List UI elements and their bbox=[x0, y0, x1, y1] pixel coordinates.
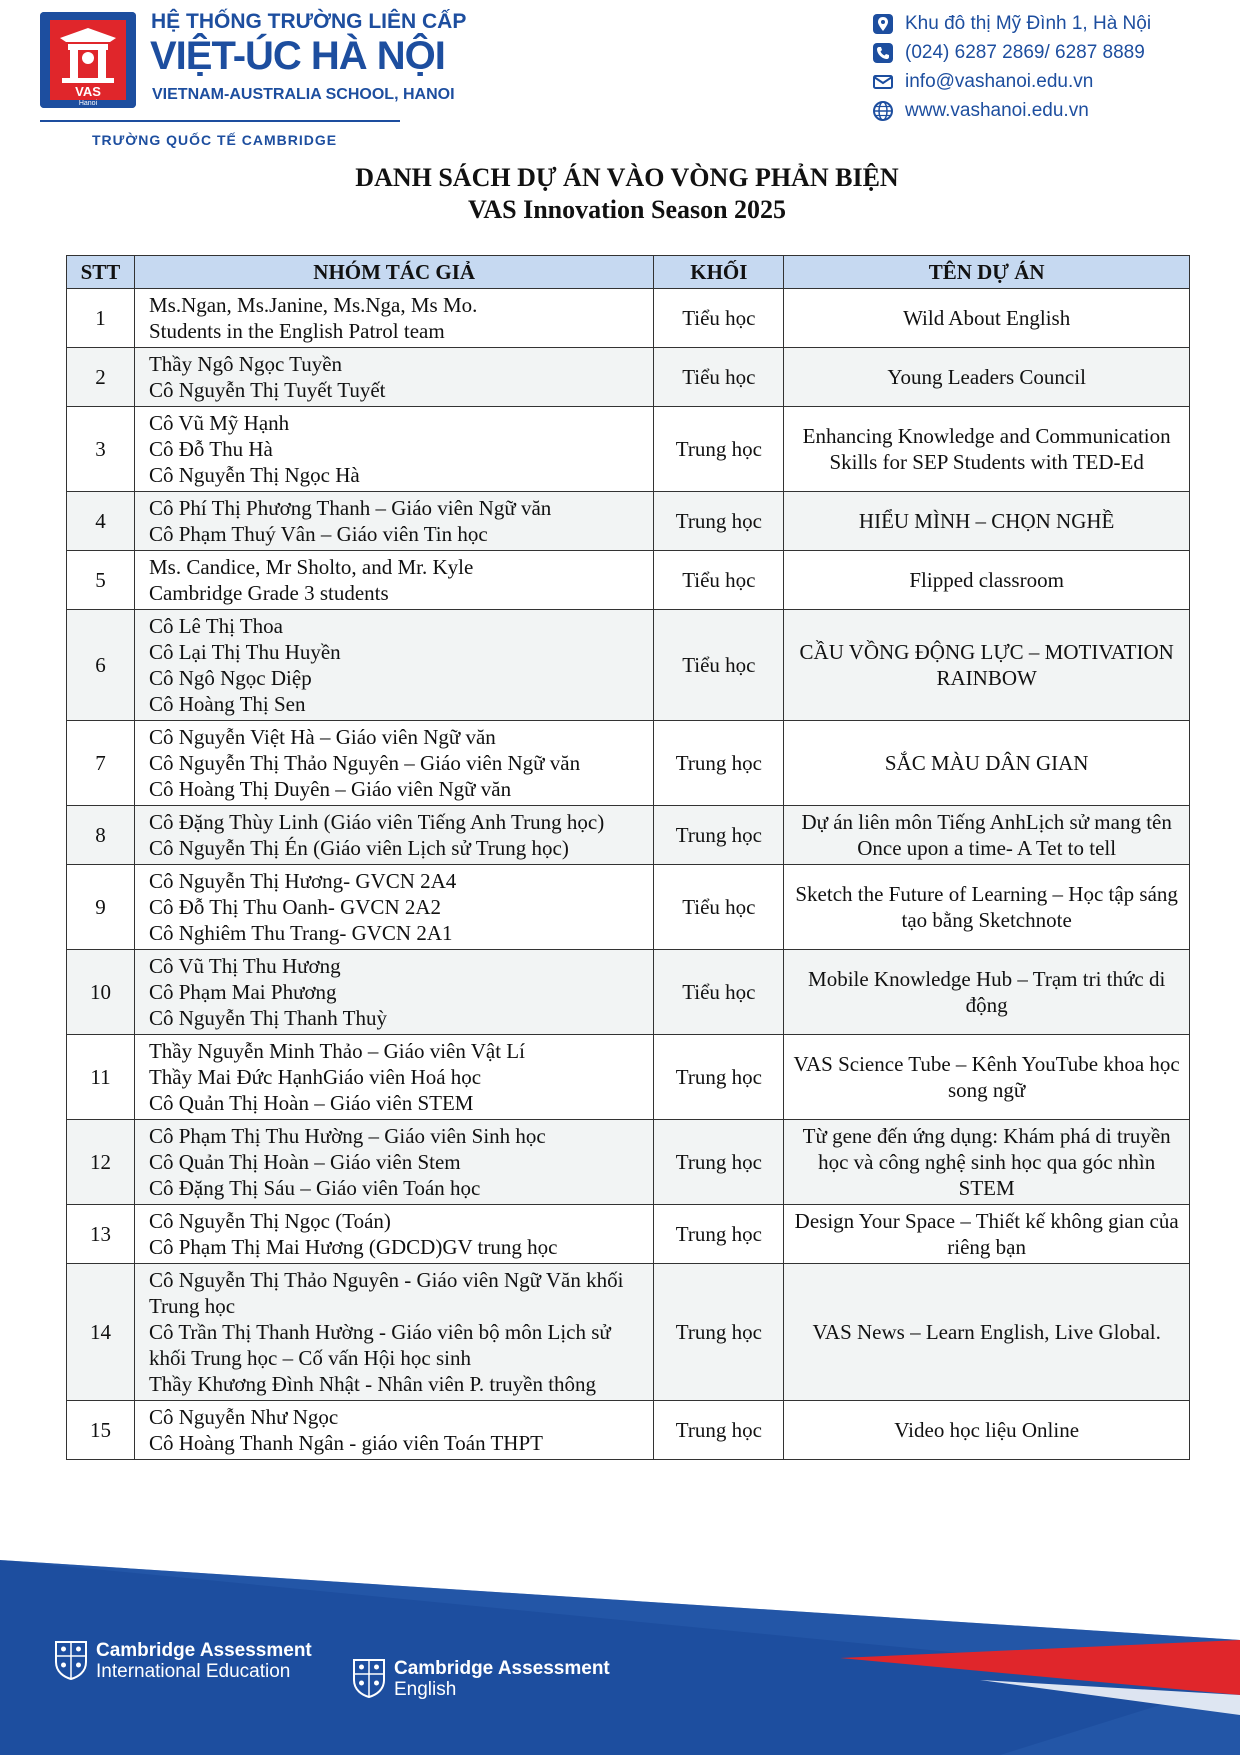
cell-project-name: Dự án liên môn Tiếng AnhLịch sử mang tên Once upon a time- A Tet to tell bbox=[784, 806, 1190, 865]
author-line: Cô Phạm Thị Mai Hương (GDCD)GV trung học bbox=[148, 1235, 558, 1259]
author-line: Cô Nghiêm Thu Trang- GVCN 2A1 bbox=[148, 921, 453, 945]
svg-text:VAS: VAS bbox=[75, 84, 101, 99]
cell-project-name: Sketch the Future of Learning – Học tập sáng tạo bằng Sketchnote bbox=[784, 865, 1190, 950]
cell-authors bbox=[134, 551, 653, 610]
table-row bbox=[67, 721, 1190, 806]
cell-authors bbox=[134, 348, 653, 407]
author-line: Cô Vũ Thị Thu Hương bbox=[148, 954, 341, 978]
author-line: Thầy Khương Đình Nhật - Nhân viên P. truyền thông bbox=[148, 1372, 597, 1396]
column-header-level: KHỐI bbox=[654, 256, 784, 289]
cell-stt: 8 bbox=[67, 806, 135, 865]
location-icon bbox=[872, 13, 894, 35]
cell-stt: 12 bbox=[67, 1120, 135, 1205]
author-line: Cô Vũ Mỹ Hạnh bbox=[148, 411, 290, 435]
cell-authors bbox=[134, 865, 653, 950]
contact-block bbox=[872, 9, 1232, 125]
cell-level: Tiểu học bbox=[654, 551, 784, 610]
column-header-stt: STT bbox=[67, 256, 135, 289]
contact-email bbox=[872, 67, 1232, 96]
author-line: Cô Hoàng Thị Duyên – Giáo viên Ngữ văn bbox=[148, 777, 512, 801]
cell-project-name: VAS Science Tube – Kênh YouTube khoa học song ngữ bbox=[784, 1035, 1190, 1120]
cambridge-logo-line1: Cambridge Assessment bbox=[96, 1640, 312, 1661]
author-line: Cambridge Grade 3 students bbox=[148, 581, 389, 605]
cell-stt: 13 bbox=[67, 1205, 135, 1264]
cell-stt: 9 bbox=[67, 865, 135, 950]
author-line: Cô Đỗ Thu Hà bbox=[148, 437, 273, 461]
author-line: Cô Phạm Thuý Vân – Giáo viên Tin học bbox=[148, 522, 488, 546]
cell-project-name: Từ gene đến ứng dụng: Khám phá di truyền học và công nghệ sinh học qua góc nhìn STEM bbox=[784, 1120, 1190, 1205]
cell-authors bbox=[134, 407, 653, 492]
author-line: Thầy Ngô Ngọc Tuyền bbox=[148, 352, 343, 376]
cell-stt: 6 bbox=[67, 610, 135, 721]
column-header-authors: NHÓM TÁC GIẢ bbox=[134, 256, 653, 289]
school-logo bbox=[40, 12, 136, 108]
author-line: Ms.Ngan, Ms.Janine, Ms.Nga, Ms Mo. bbox=[148, 293, 478, 317]
cell-project-name: Wild About English bbox=[784, 289, 1190, 348]
cell-level: Trung học bbox=[654, 1401, 784, 1460]
cell-authors bbox=[134, 1264, 653, 1401]
author-line: Thầy Mai Đức HạnhGiáo viên Hoá học bbox=[148, 1065, 482, 1089]
cell-project-name: Flipped classroom bbox=[784, 551, 1190, 610]
author-line: Cô Phí Thị Phương Thanh – Giáo viên Ngữ văn bbox=[148, 496, 552, 520]
cell-project-name: Design Your Space – Thiết kế không gian của riêng bạn bbox=[784, 1205, 1190, 1264]
table-row bbox=[67, 610, 1190, 721]
table-row bbox=[67, 1035, 1190, 1120]
cell-stt: 5 bbox=[67, 551, 135, 610]
school-system-label: HỆ THỐNG TRƯỜNG LIÊN CẤP bbox=[151, 10, 467, 33]
author-line: Cô Hoàng Thanh Ngân - giáo viên Toán THPT bbox=[148, 1431, 543, 1455]
cell-authors bbox=[134, 1205, 653, 1264]
cell-level: Tiểu học bbox=[654, 610, 784, 721]
column-header-project: TÊN DỰ ÁN bbox=[784, 256, 1190, 289]
contact-website bbox=[872, 96, 1232, 125]
table-row bbox=[67, 407, 1190, 492]
author-line: Cô Lại Thị Thu Huyền bbox=[148, 640, 341, 664]
table-row bbox=[67, 289, 1190, 348]
author-line: Cô Nguyễn Thị Én (Giáo viên Lịch sử Trung học) bbox=[148, 836, 569, 860]
table-row bbox=[67, 348, 1190, 407]
cambridge-shield-icon bbox=[352, 1658, 386, 1698]
author-line: Cô Đặng Thùy Linh (Giáo viên Tiếng Anh Trung học) bbox=[148, 810, 605, 834]
cell-level: Trung học bbox=[654, 1205, 784, 1264]
cell-stt: 11 bbox=[67, 1035, 135, 1120]
cell-level: Trung học bbox=[654, 721, 784, 806]
project-table bbox=[66, 255, 1190, 1460]
cell-level: Tiểu học bbox=[654, 348, 784, 407]
cambridge-english-logo bbox=[352, 1658, 610, 1700]
author-line: Cô Quản Thị Hoàn – Giáo viên Stem bbox=[148, 1150, 461, 1174]
author-line: Cô Lê Thị Thoa bbox=[148, 614, 283, 638]
cell-level: Tiểu học bbox=[654, 950, 784, 1035]
table-row bbox=[67, 865, 1190, 950]
author-line: Cô Phạm Thị Thu Hường – Giáo viên Sinh học bbox=[148, 1124, 546, 1148]
table-row bbox=[67, 806, 1190, 865]
letterhead bbox=[0, 0, 1240, 160]
footer-band bbox=[0, 1560, 1240, 1755]
author-line: Cô Nguyễn Thị Ngọc Hà bbox=[148, 463, 360, 487]
contact-address bbox=[872, 9, 1232, 38]
cell-level: Trung học bbox=[654, 1035, 784, 1120]
table-row bbox=[67, 950, 1190, 1035]
cell-authors bbox=[134, 950, 653, 1035]
author-line: Cô Hoàng Thị Sen bbox=[148, 692, 306, 716]
author-line: Cô Nguyễn Thị Thảo Nguyên - Giáo viên Ngữ Văn khối Trung học bbox=[148, 1268, 624, 1318]
cell-authors bbox=[134, 721, 653, 806]
author-line: Students in the English Patrol team bbox=[148, 319, 445, 343]
cell-level: Trung học bbox=[654, 407, 784, 492]
table-row bbox=[67, 1401, 1190, 1460]
cell-authors bbox=[134, 492, 653, 551]
cell-project-name: CẦU VỒNG ĐỘNG LỰC – MOTIVATION RAINBOW bbox=[784, 610, 1190, 721]
cell-level: Trung học bbox=[654, 1264, 784, 1401]
table-header-row bbox=[67, 256, 1190, 289]
table-row bbox=[67, 1205, 1190, 1264]
author-line: Cô Đặng Thị Sáu – Giáo viên Toán học bbox=[148, 1176, 481, 1200]
cell-stt: 1 bbox=[67, 289, 135, 348]
table-row bbox=[67, 1120, 1190, 1205]
author-line: Cô Nguyễn Việt Hà – Giáo viên Ngữ văn bbox=[148, 725, 496, 749]
contact-phone-text: (024) 6287 2869/ 6287 8889 bbox=[905, 41, 1145, 63]
cambridge-shield-icon bbox=[54, 1640, 88, 1680]
cell-authors bbox=[134, 610, 653, 721]
author-line: Cô Nguyễn Như Ngọc bbox=[148, 1405, 339, 1429]
contact-website-link[interactable]: www.vashanoi.edu.vn bbox=[905, 99, 1089, 121]
school-tagline: TRƯỜNG QUỐC TẾ CAMBRIDGE bbox=[92, 132, 338, 148]
phone-icon bbox=[872, 42, 894, 64]
cell-level: Trung học bbox=[654, 492, 784, 551]
table-row bbox=[67, 1264, 1190, 1401]
cell-project-name: Mobile Knowledge Hub – Trạm tri thức di động bbox=[784, 950, 1190, 1035]
school-name: VIỆT-ÚC HÀ NỘI bbox=[150, 34, 445, 78]
author-line: Cô Ngô Ngọc Diệp bbox=[148, 666, 312, 690]
cambridge-international-logo bbox=[54, 1640, 312, 1682]
table-row bbox=[67, 492, 1190, 551]
author-line: Cô Phạm Mai Phương bbox=[148, 980, 337, 1004]
cell-stt: 14 bbox=[67, 1264, 135, 1401]
table-row bbox=[67, 551, 1190, 610]
cell-stt: 3 bbox=[67, 407, 135, 492]
cell-level: Trung học bbox=[654, 1120, 784, 1205]
email-icon bbox=[872, 71, 894, 93]
title-line-2: VAS Innovation Season 2025 bbox=[467, 195, 787, 224]
globe-icon bbox=[872, 100, 894, 122]
cell-project-name: HIỂU MÌNH – CHỌN NGHỀ bbox=[784, 492, 1190, 551]
author-line: Cô Trần Thị Thanh Hường - Giáo viên bộ môn Lịch sử khối Trung học – Cố vấn Hội học sinh bbox=[148, 1320, 611, 1370]
author-line: Thầy Nguyễn Minh Thảo – Giáo viên Vật Lí bbox=[148, 1039, 525, 1063]
cell-authors bbox=[134, 1401, 653, 1460]
author-line: Cô Nguyễn Thị Thảo Nguyên – Giáo viên Ngữ văn bbox=[148, 751, 581, 775]
author-line: Cô Nguyễn Thị Ngọc (Toán) bbox=[148, 1209, 391, 1233]
author-line: Cô Nguyễn Thị Thanh Thuỳ bbox=[148, 1006, 387, 1030]
cambridge-logo-line2: English bbox=[394, 1679, 457, 1700]
title-line-1: DANH SÁCH DỰ ÁN VÀO VÒNG PHẢN BIỆN bbox=[355, 163, 899, 192]
contact-address-text: Khu đô thị Mỹ Đình 1, Hà Nội bbox=[905, 12, 1152, 34]
cell-project-name: SẮC MÀU DÂN GIAN bbox=[784, 721, 1190, 806]
gate-emblem-icon bbox=[40, 12, 136, 108]
author-line: Cô Nguyễn Thị Hương- GVCN 2A4 bbox=[148, 869, 457, 893]
cell-project-name: Enhancing Knowledge and Communication Skills for SEP Students with TED-Ed bbox=[784, 407, 1190, 492]
svg-text:Hanoi: Hanoi bbox=[78, 100, 98, 107]
cell-level: Trung học bbox=[654, 806, 784, 865]
author-line: Cô Nguyễn Thị Tuyết Tuyết bbox=[148, 378, 386, 402]
cambridge-logo-line1: Cambridge Assessment bbox=[394, 1658, 610, 1679]
cell-stt: 10 bbox=[67, 950, 135, 1035]
cell-project-name: Video học liệu Online bbox=[784, 1401, 1190, 1460]
school-name-english: VIETNAM-AUSTRALIA SCHOOL, HANOI bbox=[152, 86, 455, 103]
contact-email-link[interactable]: info@vashanoi.edu.vn bbox=[905, 70, 1094, 92]
cell-stt: 2 bbox=[67, 348, 135, 407]
cell-authors bbox=[134, 806, 653, 865]
document-title bbox=[0, 162, 1240, 226]
cambridge-logo-line2: International Education bbox=[96, 1661, 291, 1682]
author-line: Cô Đỗ Thị Thu Oanh- GVCN 2A2 bbox=[148, 895, 442, 919]
logo-divider bbox=[40, 120, 400, 122]
cell-stt: 4 bbox=[67, 492, 135, 551]
cell-authors bbox=[134, 1120, 653, 1205]
author-line: Ms. Candice, Mr Sholto, and Mr. Kyle bbox=[148, 555, 474, 579]
cell-stt: 15 bbox=[67, 1401, 135, 1460]
cell-project-name: Young Leaders Council bbox=[784, 348, 1190, 407]
cell-authors bbox=[134, 289, 653, 348]
cell-authors bbox=[134, 1035, 653, 1120]
cell-level: Tiểu học bbox=[654, 865, 784, 950]
contact-phone bbox=[872, 38, 1232, 67]
cell-project-name: VAS News – Learn English, Live Global. bbox=[784, 1264, 1190, 1401]
table-body bbox=[67, 289, 1190, 1460]
cell-level: Tiểu học bbox=[654, 289, 784, 348]
author-line: Cô Quản Thị Hoàn – Giáo viên STEM bbox=[148, 1091, 474, 1115]
cell-stt: 7 bbox=[67, 721, 135, 806]
